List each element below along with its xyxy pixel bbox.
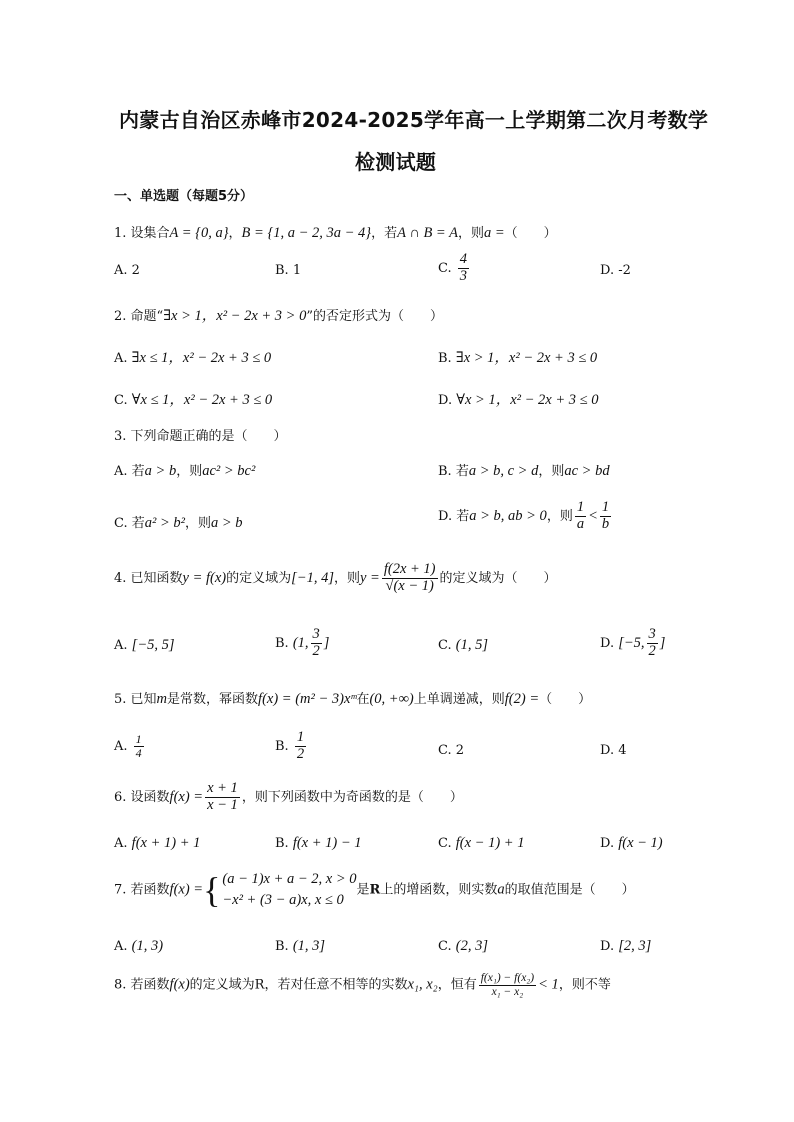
q6-d-math: f(x − 1) bbox=[618, 835, 663, 851]
q2-b-label: B. bbox=[438, 351, 452, 366]
q3-b-mid: ，则 bbox=[538, 464, 565, 479]
q5-stem-d: 上单调递减，则 bbox=[413, 692, 505, 707]
q1-comma: ， bbox=[228, 226, 242, 241]
q8-stem-a: 8. 若函数 bbox=[114, 977, 170, 993]
q2-stem-math: ∃x > 1，x² − 2x + 3 > 0 bbox=[163, 308, 307, 324]
q7-fn: f(x) = bbox=[169, 881, 204, 898]
q5-m: m bbox=[156, 691, 168, 707]
q4-d-den: 2 bbox=[648, 642, 656, 659]
q8-frac-num: f(x₁) − f(x₂) bbox=[480, 972, 535, 984]
q4-option-a bbox=[114, 637, 175, 654]
q1-stem-c: ，则 bbox=[457, 226, 484, 241]
q1-set-b: B = {1, a − 2, 3a − 4} bbox=[241, 225, 372, 241]
q6-stem-a: 6. 设函数 bbox=[114, 789, 170, 805]
question-8 bbox=[114, 972, 611, 998]
q5-stem-a: 5. 已知 bbox=[114, 692, 157, 707]
q4-option-d bbox=[600, 627, 665, 660]
q3-option-c bbox=[114, 512, 243, 532]
q2-option-c bbox=[114, 388, 272, 409]
q6-b-label: B. bbox=[275, 836, 289, 851]
q7-option-b bbox=[275, 938, 325, 955]
q3-option-a bbox=[114, 460, 255, 480]
q7-brace-icon: { bbox=[203, 870, 221, 911]
q3-d-f2n: 1 bbox=[601, 499, 610, 515]
q5-a-fraction bbox=[134, 733, 144, 760]
q4-a-label: A. bbox=[114, 638, 128, 653]
q4-fraction bbox=[382, 562, 438, 595]
q2-b-math: ∃x > 1，x² − 2x + 3 ≤ 0 bbox=[455, 350, 598, 366]
q3-d-m1: a > b, ab > 0 bbox=[469, 507, 547, 524]
q6-d-label: D. bbox=[600, 836, 615, 851]
q1-c-num: 4 bbox=[459, 251, 468, 267]
q3-d-lt: < bbox=[588, 507, 598, 524]
q5-b-fraction bbox=[295, 730, 306, 763]
q6-option-d bbox=[600, 835, 663, 852]
q3-option-d bbox=[438, 500, 613, 533]
q5-option-b bbox=[275, 730, 308, 763]
q3-a-pre: A. 若 bbox=[114, 464, 145, 479]
q7-stem-d: 的取值范围是（ ） bbox=[504, 882, 635, 898]
q7-d-math: [2, 3] bbox=[618, 938, 652, 954]
q3-a-m2: ac² > bc² bbox=[202, 463, 256, 479]
q7-option-d bbox=[600, 938, 651, 955]
q2-d-label: D. bbox=[438, 393, 453, 408]
q4-b-post: ] bbox=[323, 634, 330, 651]
q3-c-m2: a > b bbox=[211, 515, 243, 531]
q5-b-label: B. bbox=[275, 738, 289, 754]
q2-stem-b: ”的否定形式为（ ） bbox=[306, 309, 444, 324]
q4-option-b bbox=[275, 627, 329, 660]
q5-fn: f(x) = (m² − 3)xᵐ bbox=[258, 691, 357, 707]
q7-stem-b: 是 bbox=[356, 882, 370, 898]
q5-option-d: D. 4 bbox=[600, 743, 627, 758]
q4-y-eq: y = bbox=[360, 569, 380, 586]
q5-stem-c: 在 bbox=[356, 692, 370, 707]
question-2 bbox=[114, 304, 443, 325]
q2-c-math: ∀x ≤ 1，x² − 2x + 3 ≤ 0 bbox=[131, 392, 273, 408]
question-6 bbox=[114, 781, 463, 814]
q3-d-mid: ，则 bbox=[546, 508, 573, 524]
q8-stem-b: 的定义域为R，若对任意不相等的实数 bbox=[189, 977, 408, 993]
page-subtitle: 检测试题 bbox=[355, 150, 437, 174]
q1-option-c bbox=[438, 252, 471, 285]
q3-d-f1d: a bbox=[576, 515, 585, 532]
question-4 bbox=[114, 562, 557, 595]
q7-a-label: A. bbox=[114, 939, 128, 954]
q6-b-math: f(x + 1) − 1 bbox=[292, 835, 362, 851]
section-heading: 一、单选题（每题5分） bbox=[114, 189, 254, 204]
q1-option-d: D. -2 bbox=[600, 263, 631, 278]
q1-option-c-label: C. bbox=[438, 260, 452, 276]
page-title: 内蒙古自治区赤峰市2024-2025学年高一上学期第二次月考数学 bbox=[119, 108, 709, 132]
q7-cases bbox=[222, 869, 356, 911]
q8-stem-c: ，恒有 bbox=[437, 977, 477, 993]
question-3: 3. 下列命题正确的是（ ） bbox=[114, 429, 287, 444]
q7-d-label: D. bbox=[600, 939, 615, 954]
q7-a: a bbox=[497, 881, 505, 898]
q4-d-post: ] bbox=[659, 634, 666, 651]
q6-option-c bbox=[438, 835, 524, 852]
q5-b-num: 1 bbox=[296, 729, 305, 745]
q6-option-b bbox=[275, 835, 362, 852]
q8-frac-den: x₁ − x₂ bbox=[491, 985, 524, 998]
q6-fraction bbox=[205, 781, 240, 814]
q6-a-math: f(x + 1) + 1 bbox=[131, 835, 201, 851]
q7-option-a bbox=[114, 938, 163, 955]
q3-a-mid: ，则 bbox=[176, 464, 203, 479]
q6-a-label: A. bbox=[114, 836, 128, 851]
q1-option-a: A. 2 bbox=[114, 263, 140, 278]
q2-option-b bbox=[438, 346, 597, 367]
q6-frac-num: x + 1 bbox=[207, 780, 238, 796]
q4-b-den: 2 bbox=[312, 642, 320, 659]
q1-cond: A ∩ B = A bbox=[397, 225, 458, 241]
q7-c-label: C. bbox=[438, 939, 452, 954]
q4-stem-b: 的定义域为 bbox=[226, 570, 292, 586]
q5-a-num: 1 bbox=[135, 732, 142, 746]
q2-stem-a: 2. 命题“ bbox=[114, 309, 164, 324]
q1-option-c-fraction bbox=[458, 252, 469, 285]
q4-b-num: 3 bbox=[312, 626, 320, 642]
q3-a-m1: a > b bbox=[144, 463, 177, 479]
q5-b-den: 2 bbox=[296, 745, 305, 762]
q4-b-pre: (1, bbox=[292, 634, 309, 651]
q3-d-frac1 bbox=[575, 500, 586, 533]
q7-stem-a: 7. 若函数 bbox=[114, 882, 170, 898]
q2-a-math: ∃x ≤ 1，x² − 2x + 3 ≤ 0 bbox=[131, 350, 272, 366]
question-5 bbox=[114, 688, 591, 708]
q1-paren: （ ） bbox=[504, 226, 557, 241]
q2-a-label: A. bbox=[114, 351, 128, 366]
q7-case-1: (a − 1)x + a − 2, x > 0 bbox=[222, 871, 357, 887]
q3-c-pre: C. 若 bbox=[114, 516, 145, 531]
q4-d-num: 3 bbox=[648, 626, 656, 642]
question-1 bbox=[114, 222, 557, 242]
q4-a-math: [−5, 5] bbox=[131, 637, 175, 653]
q4-fn: y = f(x) bbox=[182, 569, 227, 586]
q8-vars: x₁, x₂ bbox=[407, 976, 438, 993]
q4-c-label: C. bbox=[438, 638, 452, 653]
q5-option-c: C. 2 bbox=[438, 743, 465, 758]
q7-R: R bbox=[369, 882, 381, 898]
q5-interval: (0, +∞) bbox=[369, 691, 414, 707]
q4-d-fraction bbox=[647, 627, 658, 660]
q4-stem-a: 4. 已知函数 bbox=[114, 570, 183, 586]
q4-stem-c: ，则 bbox=[333, 570, 360, 586]
q7-stem-c: 上的增函数，则实数 bbox=[380, 882, 498, 898]
q4-stem-d: 的定义域为（ ） bbox=[439, 570, 557, 586]
q3-option-b bbox=[438, 460, 610, 480]
q1-set-a: A = {0, a} bbox=[169, 225, 229, 241]
q6-stem-b: ，则下列函数中为奇函数的是（ ） bbox=[241, 789, 463, 805]
q5-a-den: 4 bbox=[135, 746, 142, 761]
q5-ask: f(2) = bbox=[504, 691, 540, 707]
q3-d-f2d: b bbox=[601, 515, 610, 532]
q7-b-math: (1, 3] bbox=[292, 938, 326, 954]
q2-c-label: C. bbox=[114, 393, 128, 408]
q6-frac-den: x − 1 bbox=[207, 796, 238, 813]
q8-fn: f(x) bbox=[169, 976, 190, 993]
q7-a-math: (1, 3) bbox=[131, 938, 164, 954]
q5-a-label: A. bbox=[114, 739, 128, 755]
q2-d-math: ∀x > 1，x² − 2x + 3 ≤ 0 bbox=[456, 392, 599, 408]
question-7 bbox=[114, 869, 635, 911]
q7-case-2: −x² + (3 − a)x, x ≤ 0 bbox=[222, 892, 344, 909]
q1-c-den: 3 bbox=[459, 267, 468, 284]
q6-c-label: C. bbox=[438, 836, 452, 851]
q1-stem-a: 1. 设集合 bbox=[114, 226, 170, 241]
q2-option-a bbox=[114, 346, 271, 367]
q8-fraction bbox=[479, 972, 536, 998]
q4-domain: [−1, 4] bbox=[291, 569, 334, 586]
q3-c-mid: ，则 bbox=[184, 516, 211, 531]
q4-d-pre: [−5, bbox=[618, 634, 645, 651]
q1-ask: a = bbox=[483, 225, 505, 241]
q6-c-math: f(x − 1) + 1 bbox=[455, 835, 525, 851]
q6-option-a bbox=[114, 835, 200, 852]
q5-stem-b: 是常数，幂函数 bbox=[167, 692, 259, 707]
q7-option-c bbox=[438, 938, 488, 955]
q3-c-m1: a² > b² bbox=[144, 515, 185, 531]
q3-b-m1: a > b, c > d bbox=[468, 463, 539, 479]
q7-b-label: B. bbox=[275, 939, 289, 954]
q4-b-label: B. bbox=[275, 635, 289, 651]
q3-b-pre: B. 若 bbox=[438, 464, 469, 479]
q4-option-c bbox=[438, 637, 488, 654]
q2-option-d bbox=[438, 388, 598, 409]
q5-option-a bbox=[114, 733, 146, 760]
q4-b-fraction bbox=[311, 627, 322, 660]
q3-d-frac2 bbox=[600, 500, 611, 533]
q1-option-b: B. 1 bbox=[275, 263, 302, 278]
q7-c-math: (2, 3] bbox=[455, 938, 488, 954]
q3-b-m2: ac > bd bbox=[564, 463, 610, 479]
q8-stem-d: ，则不等 bbox=[558, 977, 611, 993]
q4-frac-num: f(2x + 1) bbox=[383, 561, 436, 577]
q5-paren: （ ） bbox=[539, 692, 592, 707]
q4-c-math: (1, 5] bbox=[455, 637, 488, 653]
q3-d-pre: D. 若 bbox=[438, 508, 470, 524]
q4-frac-den: √(x − 1) bbox=[385, 577, 434, 594]
q3-d-f1n: 1 bbox=[576, 499, 585, 515]
q1-stem-b: ，若 bbox=[371, 226, 398, 241]
q4-d-label: D. bbox=[600, 635, 615, 651]
q8-lt: < 1 bbox=[538, 976, 559, 993]
q6-fn: f(x) = bbox=[169, 788, 204, 805]
